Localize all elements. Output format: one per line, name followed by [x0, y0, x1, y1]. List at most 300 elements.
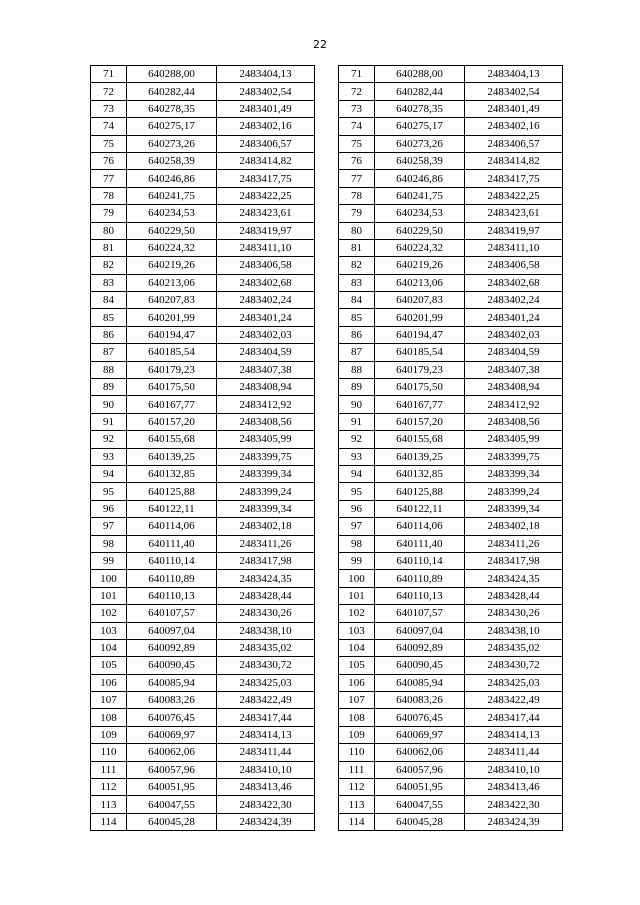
right-y-coordinate-cell: 2483425,03 [465, 674, 563, 691]
right-x-coordinate-cell: 640111,40 [375, 535, 465, 552]
left-y-coordinate-cell: 2483399,34 [217, 500, 315, 517]
column-gap [315, 292, 339, 309]
left-point-number-cell: 93 [91, 448, 127, 465]
column-gap [315, 779, 339, 796]
left-point-number-cell: 82 [91, 257, 127, 274]
right-x-coordinate-cell: 640273,26 [375, 135, 465, 152]
left-y-coordinate-cell: 2483399,75 [217, 448, 315, 465]
table-row [91, 500, 563, 517]
left-point-number-cell: 106 [91, 674, 127, 691]
left-x-coordinate-cell: 640194,47 [127, 326, 217, 343]
left-y-coordinate-cell: 2483405,99 [217, 431, 315, 448]
left-x-coordinate-cell: 640246,86 [127, 170, 217, 187]
column-gap [315, 813, 339, 830]
right-point-number-cell: 80 [339, 222, 375, 239]
left-x-coordinate-cell: 640179,23 [127, 361, 217, 378]
right-point-number-cell: 113 [339, 796, 375, 813]
table-row [91, 622, 563, 639]
column-gap [315, 448, 339, 465]
right-point-number-cell: 84 [339, 292, 375, 309]
left-x-coordinate-cell: 640288,00 [127, 66, 217, 83]
left-point-number-cell: 100 [91, 570, 127, 587]
left-y-coordinate-cell: 2483422,25 [217, 187, 315, 204]
table-row [91, 170, 563, 187]
column-gap [315, 222, 339, 239]
left-point-number-cell: 101 [91, 587, 127, 604]
left-x-coordinate-cell: 640234,53 [127, 205, 217, 222]
right-point-number-cell: 102 [339, 605, 375, 622]
left-point-number-cell: 77 [91, 170, 127, 187]
column-gap [315, 709, 339, 726]
left-x-coordinate-cell: 640122,11 [127, 500, 217, 517]
right-x-coordinate-cell: 640213,06 [375, 274, 465, 291]
left-point-number-cell: 73 [91, 100, 127, 117]
table-row [91, 118, 563, 135]
left-x-coordinate-cell: 640207,83 [127, 292, 217, 309]
right-x-coordinate-cell: 640185,54 [375, 344, 465, 361]
left-y-coordinate-cell: 2483422,30 [217, 796, 315, 813]
left-y-coordinate-cell: 2483399,24 [217, 483, 315, 500]
left-y-coordinate-cell: 2483417,98 [217, 552, 315, 569]
left-point-number-cell: 81 [91, 239, 127, 256]
right-y-coordinate-cell: 2483414,13 [465, 726, 563, 743]
right-y-coordinate-cell: 2483402,68 [465, 274, 563, 291]
right-y-coordinate-cell: 2483407,38 [465, 361, 563, 378]
left-y-coordinate-cell: 2483424,35 [217, 570, 315, 587]
right-point-number-cell: 72 [339, 83, 375, 100]
right-y-coordinate-cell: 2483399,34 [465, 500, 563, 517]
column-gap [315, 152, 339, 169]
left-y-coordinate-cell: 2483402,24 [217, 292, 315, 309]
right-point-number-cell: 77 [339, 170, 375, 187]
left-y-coordinate-cell: 2483402,03 [217, 326, 315, 343]
right-y-coordinate-cell: 2483411,10 [465, 239, 563, 256]
right-x-coordinate-cell: 640139,25 [375, 448, 465, 465]
column-gap [315, 257, 339, 274]
left-x-coordinate-cell: 640083,26 [127, 692, 217, 709]
table-row [91, 692, 563, 709]
right-x-coordinate-cell: 640057,96 [375, 761, 465, 778]
left-x-coordinate-cell: 640114,06 [127, 518, 217, 535]
left-x-coordinate-cell: 640155,68 [127, 431, 217, 448]
right-x-coordinate-cell: 640179,23 [375, 361, 465, 378]
right-y-coordinate-cell: 2483404,13 [465, 66, 563, 83]
table-row [91, 135, 563, 152]
right-point-number-cell: 94 [339, 465, 375, 482]
right-x-coordinate-cell: 640246,86 [375, 170, 465, 187]
left-point-number-cell: 95 [91, 483, 127, 500]
left-x-coordinate-cell: 640045,28 [127, 813, 217, 830]
left-point-number-cell: 105 [91, 657, 127, 674]
left-y-coordinate-cell: 2483412,92 [217, 396, 315, 413]
left-point-number-cell: 104 [91, 639, 127, 656]
left-x-coordinate-cell: 640051,95 [127, 779, 217, 796]
left-y-coordinate-cell: 2483411,26 [217, 535, 315, 552]
column-gap [315, 761, 339, 778]
left-point-number-cell: 86 [91, 326, 127, 343]
right-point-number-cell: 83 [339, 274, 375, 291]
table-row [91, 761, 563, 778]
right-x-coordinate-cell: 640278,35 [375, 100, 465, 117]
table-row [91, 779, 563, 796]
left-y-coordinate-cell: 2483430,72 [217, 657, 315, 674]
left-y-coordinate-cell: 2483401,24 [217, 309, 315, 326]
right-x-coordinate-cell: 640155,68 [375, 431, 465, 448]
left-x-coordinate-cell: 640125,88 [127, 483, 217, 500]
left-x-coordinate-cell: 640076,45 [127, 709, 217, 726]
right-point-number-cell: 73 [339, 100, 375, 117]
left-point-number-cell: 75 [91, 135, 127, 152]
table-row [91, 292, 563, 309]
table-row [91, 605, 563, 622]
right-y-coordinate-cell: 2483417,44 [465, 709, 563, 726]
right-point-number-cell: 88 [339, 361, 375, 378]
left-y-coordinate-cell: 2483417,44 [217, 709, 315, 726]
right-x-coordinate-cell: 640069,97 [375, 726, 465, 743]
right-y-coordinate-cell: 2483411,26 [465, 535, 563, 552]
right-x-coordinate-cell: 640114,06 [375, 518, 465, 535]
left-x-coordinate-cell: 640213,06 [127, 274, 217, 291]
table-row [91, 431, 563, 448]
right-x-coordinate-cell: 640090,45 [375, 657, 465, 674]
right-point-number-cell: 95 [339, 483, 375, 500]
table-row [91, 518, 563, 535]
table-row [91, 344, 563, 361]
table-row [91, 587, 563, 604]
right-x-coordinate-cell: 640219,26 [375, 257, 465, 274]
right-y-coordinate-cell: 2483419,97 [465, 222, 563, 239]
column-gap [315, 465, 339, 482]
table-row [91, 796, 563, 813]
left-x-coordinate-cell: 640110,89 [127, 570, 217, 587]
left-point-number-cell: 90 [91, 396, 127, 413]
right-y-coordinate-cell: 2483422,30 [465, 796, 563, 813]
column-gap [315, 413, 339, 430]
column-gap [315, 66, 339, 83]
right-y-coordinate-cell: 2483406,57 [465, 135, 563, 152]
column-gap [315, 83, 339, 100]
table-row [91, 205, 563, 222]
right-y-coordinate-cell: 2483424,39 [465, 813, 563, 830]
column-gap [315, 326, 339, 343]
right-point-number-cell: 103 [339, 622, 375, 639]
right-x-coordinate-cell: 640288,00 [375, 66, 465, 83]
right-y-coordinate-cell: 2483402,03 [465, 326, 563, 343]
right-y-coordinate-cell: 2483411,44 [465, 744, 563, 761]
table-row [91, 674, 563, 691]
right-x-coordinate-cell: 640258,39 [375, 152, 465, 169]
right-y-coordinate-cell: 2483422,25 [465, 187, 563, 204]
left-x-coordinate-cell: 640062,06 [127, 744, 217, 761]
left-x-coordinate-cell: 640139,25 [127, 448, 217, 465]
left-point-number-cell: 114 [91, 813, 127, 830]
column-gap [315, 239, 339, 256]
left-y-coordinate-cell: 2483414,82 [217, 152, 315, 169]
left-y-coordinate-cell: 2483404,13 [217, 66, 315, 83]
left-point-number-cell: 71 [91, 66, 127, 83]
table-row [91, 66, 563, 83]
left-y-coordinate-cell: 2483435,02 [217, 639, 315, 656]
table-row [91, 187, 563, 204]
right-y-coordinate-cell: 2483424,35 [465, 570, 563, 587]
left-x-coordinate-cell: 640047,55 [127, 796, 217, 813]
right-y-coordinate-cell: 2483402,18 [465, 518, 563, 535]
left-point-number-cell: 92 [91, 431, 127, 448]
right-y-coordinate-cell: 2483414,82 [465, 152, 563, 169]
right-point-number-cell: 98 [339, 535, 375, 552]
left-y-coordinate-cell: 2483402,54 [217, 83, 315, 100]
right-x-coordinate-cell: 640194,47 [375, 326, 465, 343]
right-x-coordinate-cell: 640207,83 [375, 292, 465, 309]
right-point-number-cell: 101 [339, 587, 375, 604]
column-gap [315, 396, 339, 413]
right-point-number-cell: 78 [339, 187, 375, 204]
left-y-coordinate-cell: 2483423,61 [217, 205, 315, 222]
left-point-number-cell: 97 [91, 518, 127, 535]
left-x-coordinate-cell: 640110,14 [127, 552, 217, 569]
table-row [91, 483, 563, 500]
left-point-number-cell: 96 [91, 500, 127, 517]
left-x-coordinate-cell: 640132,85 [127, 465, 217, 482]
right-x-coordinate-cell: 640110,89 [375, 570, 465, 587]
right-x-coordinate-cell: 640045,28 [375, 813, 465, 830]
left-point-number-cell: 107 [91, 692, 127, 709]
table-row [91, 326, 563, 343]
right-y-coordinate-cell: 2483430,26 [465, 605, 563, 622]
left-y-coordinate-cell: 2483424,39 [217, 813, 315, 830]
left-y-coordinate-cell: 2483419,97 [217, 222, 315, 239]
left-y-coordinate-cell: 2483417,75 [217, 170, 315, 187]
right-x-coordinate-cell: 640051,95 [375, 779, 465, 796]
left-x-coordinate-cell: 640275,17 [127, 118, 217, 135]
left-y-coordinate-cell: 2483410,10 [217, 761, 315, 778]
right-y-coordinate-cell: 2483423,61 [465, 205, 563, 222]
column-gap [315, 187, 339, 204]
column-gap [315, 309, 339, 326]
left-point-number-cell: 79 [91, 205, 127, 222]
left-y-coordinate-cell: 2483413,46 [217, 779, 315, 796]
right-point-number-cell: 108 [339, 709, 375, 726]
table-row [91, 379, 563, 396]
right-point-number-cell: 87 [339, 344, 375, 361]
right-x-coordinate-cell: 640122,11 [375, 500, 465, 517]
left-point-number-cell: 103 [91, 622, 127, 639]
column-gap [315, 431, 339, 448]
column-gap [315, 344, 339, 361]
left-y-coordinate-cell: 2483411,44 [217, 744, 315, 761]
left-point-number-cell: 74 [91, 118, 127, 135]
column-gap [315, 657, 339, 674]
left-point-number-cell: 99 [91, 552, 127, 569]
right-y-coordinate-cell: 2483399,75 [465, 448, 563, 465]
right-point-number-cell: 81 [339, 239, 375, 256]
column-gap [315, 518, 339, 535]
column-gap [315, 135, 339, 152]
left-y-coordinate-cell: 2483401,49 [217, 100, 315, 117]
right-y-coordinate-cell: 2483417,75 [465, 170, 563, 187]
left-point-number-cell: 76 [91, 152, 127, 169]
right-y-coordinate-cell: 2483402,16 [465, 118, 563, 135]
table-row [91, 239, 563, 256]
left-x-coordinate-cell: 640167,77 [127, 396, 217, 413]
table-row [91, 396, 563, 413]
right-x-coordinate-cell: 640175,50 [375, 379, 465, 396]
right-point-number-cell: 110 [339, 744, 375, 761]
left-y-coordinate-cell: 2483406,58 [217, 257, 315, 274]
right-y-coordinate-cell: 2483417,98 [465, 552, 563, 569]
table-row [91, 570, 563, 587]
column-gap [315, 535, 339, 552]
right-point-number-cell: 71 [339, 66, 375, 83]
left-x-coordinate-cell: 640258,39 [127, 152, 217, 169]
left-y-coordinate-cell: 2483408,94 [217, 379, 315, 396]
left-x-coordinate-cell: 640057,96 [127, 761, 217, 778]
left-y-coordinate-cell: 2483402,18 [217, 518, 315, 535]
right-y-coordinate-cell: 2483430,72 [465, 657, 563, 674]
column-gap [315, 796, 339, 813]
right-point-number-cell: 91 [339, 413, 375, 430]
right-x-coordinate-cell: 640229,50 [375, 222, 465, 239]
right-x-coordinate-cell: 640107,57 [375, 605, 465, 622]
table-row [91, 552, 563, 569]
right-point-number-cell: 111 [339, 761, 375, 778]
right-y-coordinate-cell: 2483408,56 [465, 413, 563, 430]
right-y-coordinate-cell: 2483399,24 [465, 483, 563, 500]
table-row [91, 309, 563, 326]
table-row [91, 535, 563, 552]
right-point-number-cell: 99 [339, 552, 375, 569]
left-point-number-cell: 94 [91, 465, 127, 482]
column-gap [315, 570, 339, 587]
table-row [91, 152, 563, 169]
right-point-number-cell: 104 [339, 639, 375, 656]
right-point-number-cell: 105 [339, 657, 375, 674]
right-y-coordinate-cell: 2483410,10 [465, 761, 563, 778]
right-x-coordinate-cell: 640047,55 [375, 796, 465, 813]
table-row [91, 813, 563, 830]
right-point-number-cell: 100 [339, 570, 375, 587]
left-point-number-cell: 112 [91, 779, 127, 796]
right-x-coordinate-cell: 640097,04 [375, 622, 465, 639]
left-point-number-cell: 83 [91, 274, 127, 291]
right-y-coordinate-cell: 2483412,92 [465, 396, 563, 413]
right-point-number-cell: 74 [339, 118, 375, 135]
left-point-number-cell: 98 [91, 535, 127, 552]
right-y-coordinate-cell: 2483406,58 [465, 257, 563, 274]
column-gap [315, 100, 339, 117]
column-gap [315, 500, 339, 517]
column-gap [315, 692, 339, 709]
table-row [91, 361, 563, 378]
right-point-number-cell: 112 [339, 779, 375, 796]
right-x-coordinate-cell: 640282,44 [375, 83, 465, 100]
right-y-coordinate-cell: 2483413,46 [465, 779, 563, 796]
right-x-coordinate-cell: 640201,99 [375, 309, 465, 326]
left-y-coordinate-cell: 2483399,34 [217, 465, 315, 482]
left-y-coordinate-cell: 2483425,03 [217, 674, 315, 691]
column-gap [315, 483, 339, 500]
left-y-coordinate-cell: 2483408,56 [217, 413, 315, 430]
right-y-coordinate-cell: 2483435,02 [465, 639, 563, 656]
left-y-coordinate-cell: 2483402,16 [217, 118, 315, 135]
left-point-number-cell: 84 [91, 292, 127, 309]
left-point-number-cell: 110 [91, 744, 127, 761]
left-y-coordinate-cell: 2483407,38 [217, 361, 315, 378]
right-point-number-cell: 93 [339, 448, 375, 465]
column-gap [315, 379, 339, 396]
column-gap [315, 118, 339, 135]
column-gap [315, 205, 339, 222]
right-x-coordinate-cell: 640167,77 [375, 396, 465, 413]
right-y-coordinate-cell: 2483405,99 [465, 431, 563, 448]
column-gap [315, 674, 339, 691]
left-x-coordinate-cell: 640110,13 [127, 587, 217, 604]
left-point-number-cell: 91 [91, 413, 127, 430]
left-point-number-cell: 102 [91, 605, 127, 622]
left-y-coordinate-cell: 2483428,44 [217, 587, 315, 604]
table-row [91, 465, 563, 482]
left-point-number-cell: 109 [91, 726, 127, 743]
right-point-number-cell: 90 [339, 396, 375, 413]
left-y-coordinate-cell: 2483404,59 [217, 344, 315, 361]
right-x-coordinate-cell: 640085,94 [375, 674, 465, 691]
right-point-number-cell: 114 [339, 813, 375, 830]
left-x-coordinate-cell: 640097,04 [127, 622, 217, 639]
table-row [91, 222, 563, 239]
left-x-coordinate-cell: 640111,40 [127, 535, 217, 552]
right-y-coordinate-cell: 2483428,44 [465, 587, 563, 604]
left-point-number-cell: 80 [91, 222, 127, 239]
column-gap [315, 274, 339, 291]
column-gap [315, 744, 339, 761]
right-x-coordinate-cell: 640234,53 [375, 205, 465, 222]
left-y-coordinate-cell: 2483402,68 [217, 274, 315, 291]
column-gap [315, 726, 339, 743]
table-row [91, 83, 563, 100]
column-gap [315, 552, 339, 569]
left-x-coordinate-cell: 640224,32 [127, 239, 217, 256]
table-row [91, 709, 563, 726]
left-x-coordinate-cell: 640085,94 [127, 674, 217, 691]
left-y-coordinate-cell: 2483414,13 [217, 726, 315, 743]
right-point-number-cell: 97 [339, 518, 375, 535]
right-point-number-cell: 79 [339, 205, 375, 222]
right-x-coordinate-cell: 640132,85 [375, 465, 465, 482]
right-point-number-cell: 107 [339, 692, 375, 709]
left-y-coordinate-cell: 2483438,10 [217, 622, 315, 639]
coordinates-table [90, 65, 563, 831]
left-x-coordinate-cell: 640219,26 [127, 257, 217, 274]
left-x-coordinate-cell: 640175,50 [127, 379, 217, 396]
left-x-coordinate-cell: 640107,57 [127, 605, 217, 622]
left-x-coordinate-cell: 640201,99 [127, 309, 217, 326]
table-row [91, 639, 563, 656]
left-point-number-cell: 111 [91, 761, 127, 778]
table-row [91, 413, 563, 430]
table-row [91, 257, 563, 274]
right-point-number-cell: 75 [339, 135, 375, 152]
right-y-coordinate-cell: 2483408,94 [465, 379, 563, 396]
table-row [91, 657, 563, 674]
right-point-number-cell: 96 [339, 500, 375, 517]
right-y-coordinate-cell: 2483422,49 [465, 692, 563, 709]
left-x-coordinate-cell: 640273,26 [127, 135, 217, 152]
left-x-coordinate-cell: 640229,50 [127, 222, 217, 239]
left-x-coordinate-cell: 640157,20 [127, 413, 217, 430]
left-x-coordinate-cell: 640278,35 [127, 100, 217, 117]
right-x-coordinate-cell: 640062,06 [375, 744, 465, 761]
right-y-coordinate-cell: 2483401,24 [465, 309, 563, 326]
